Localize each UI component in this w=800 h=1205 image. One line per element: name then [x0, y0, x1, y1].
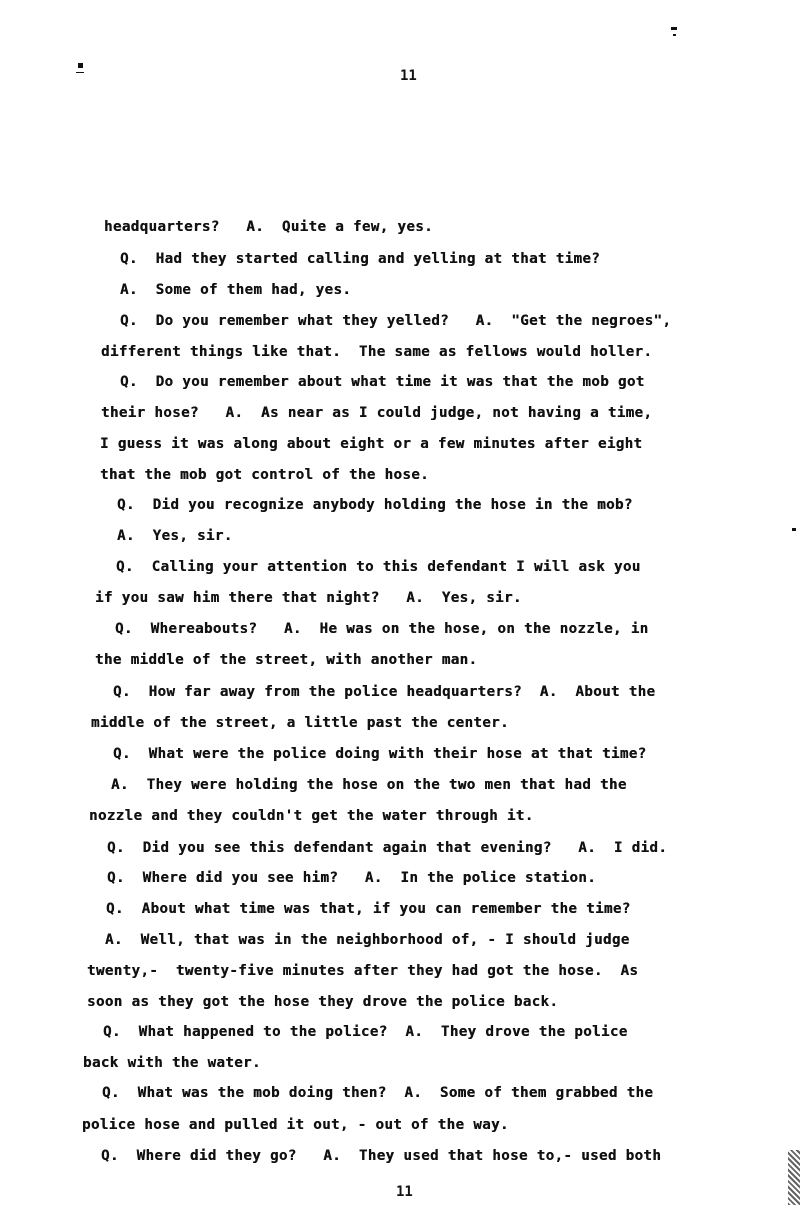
transcript-line: middle of the street, a little past the center.	[91, 715, 509, 731]
transcript-line: Q. What happened to the police? A. They drove the police	[103, 1024, 628, 1040]
transcript-line: soon as they got the hose they drove the police back.	[87, 994, 559, 1010]
transcript-line: Q. Where did you see him? A. In the police station.	[107, 870, 597, 886]
transcript-line: back with the water.	[83, 1055, 261, 1071]
transcript-line: Q. Do you remember about what time it was that the mob got	[120, 374, 645, 390]
transcript-line: A. They were holding the hose on the two men that had the	[111, 777, 627, 793]
transcript-line: Q. How far away from the police headquarters? A. About the	[113, 684, 656, 700]
transcript-line: police hose and pulled it out, - out of the way.	[82, 1117, 509, 1133]
transcript-line: A. Well, that was in the neighborhood of, - I should judge	[105, 932, 630, 948]
transcript-line: A. Some of them had, yes.	[120, 282, 352, 298]
transcript-line: Q. About what time was that, if you can remember the time?	[106, 901, 631, 917]
transcript-line: Q. Did you see this defendant again that evening? A. I did.	[107, 840, 668, 856]
transcript-line: I guess it was along about eight or a few minutes after eight	[100, 436, 643, 452]
transcript-line: Q. Where did they go? A. They used that hose to,- used both	[101, 1148, 662, 1164]
transcript-line: the middle of the street, with another man.	[95, 652, 478, 668]
transcript-line: Q. Whereabouts? A. He was on the hose, on the nozzle, in	[115, 621, 649, 637]
transcript-line: Q. Had they started calling and yelling at that time?	[120, 251, 601, 267]
scan-mark-right-margin	[792, 528, 796, 531]
transcript-line: Q. What were the police doing with their hose at that time?	[113, 746, 647, 762]
transcript-line: A. Yes, sir.	[117, 528, 233, 544]
transcript-line: different things like that. The same as fellows would holler.	[101, 344, 653, 360]
scan-mark-top-right-2	[673, 34, 676, 36]
transcript-line: Q. Calling your attention to this defendant I will ask you	[116, 559, 641, 575]
scan-mark-top-right	[671, 27, 677, 30]
scan-mark-top-left	[78, 63, 83, 68]
transcript-line: if you saw him there that night? A. Yes, sir.	[95, 590, 522, 606]
transcript-line: that the mob got control of the hose.	[100, 467, 429, 483]
transcript-line: headquarters? A. Quite a few, yes.	[104, 219, 433, 235]
transcript-line: nozzle and they couldn't get the water through it.	[89, 808, 534, 824]
scan-edge-artifact	[788, 1150, 800, 1205]
transcript-line: Q. Do you remember what they yelled? A. "Get the negroes",	[120, 313, 672, 329]
transcript-line: their hose? A. As near as I could judge, not having a time,	[101, 405, 653, 421]
transcript-line: Q. Did you recognize anybody holding the hose in the mob?	[117, 497, 633, 513]
scan-mark-top-left-dash	[76, 72, 84, 73]
page-number-bottom: 11	[396, 1184, 413, 1200]
page-number-top: 11	[400, 68, 417, 84]
transcript-line: Q. What was the mob doing then? A. Some of them grabbed the	[102, 1085, 654, 1101]
transcript-line: twenty,- twenty-five minutes after they had got the hose. As	[87, 963, 639, 979]
